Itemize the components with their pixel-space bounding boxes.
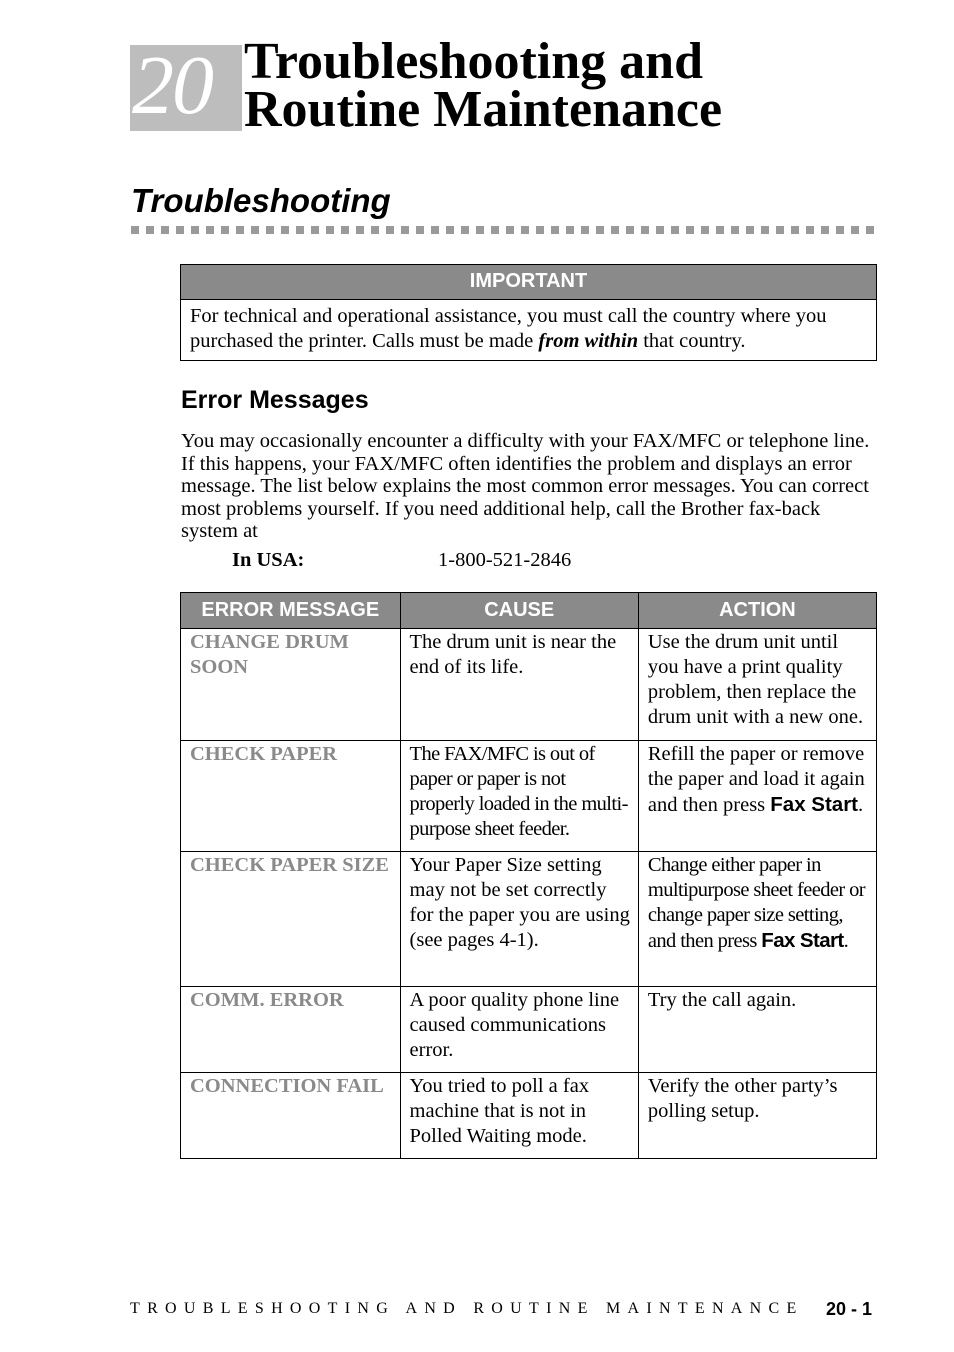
error-messages-table bbox=[180, 592, 877, 1159]
error-message-cell: CHANGE DRUM SOON bbox=[181, 629, 401, 741]
section-heading: Troubleshooting bbox=[131, 182, 391, 219]
header-cause: CAUSE bbox=[400, 593, 638, 629]
chapter-title-line1: Troubleshooting and bbox=[244, 33, 704, 90]
table-row bbox=[181, 852, 877, 987]
cause-cell: A poor quality phone line caused communications error. bbox=[400, 987, 638, 1073]
action-cell bbox=[638, 1073, 876, 1159]
error-message-cell: COMM. ERROR bbox=[181, 987, 401, 1073]
action-text: Refill the paper or remove the paper and load it again and then press bbox=[647, 743, 865, 816]
error-message-cell: CHECK PAPER SIZE bbox=[181, 852, 401, 987]
chapter-number: 20 bbox=[132, 39, 212, 132]
action-cell bbox=[638, 741, 876, 852]
action-text: Try the call again. bbox=[647, 989, 797, 1011]
important-emphasis: from within bbox=[538, 330, 639, 352]
table-row bbox=[181, 1073, 877, 1159]
table-row bbox=[181, 987, 877, 1073]
error-messages-intro: You may occasionally encounter a difficulty with your FAX/MFC or telephone line. If this happens, your FAX/MFC often identifies the problem and displays an error message. The list below explains the most common error messages. You can correct most problems yourself. If you need additional help, call the Brother fax-back system at bbox=[181, 430, 870, 542]
usa-phone-number: 1-800-521-2846 bbox=[438, 549, 572, 571]
usa-label: In USA: bbox=[232, 549, 305, 571]
action-cell bbox=[638, 629, 876, 741]
cause-cell: The FAX/MFC is out of paper or paper is not properly loaded in the multi-purpose sheet feeder. bbox=[400, 741, 638, 852]
header-action: ACTION bbox=[638, 593, 876, 629]
fax-start-key: Fax Start bbox=[770, 793, 859, 816]
table-row bbox=[181, 629, 877, 741]
action-text: Change either paper in multipurpose sheet feeder or change paper size setting, and then press bbox=[647, 854, 866, 952]
error-message-cell: CONNECTION FAIL bbox=[181, 1073, 401, 1159]
important-text-start: For technical and operational assistance, you must call the country where you purchased the printer. Calls must be made bbox=[190, 305, 827, 352]
important-notice bbox=[180, 264, 877, 361]
action-cell bbox=[638, 852, 876, 987]
error-message-cell: CHECK PAPER bbox=[181, 741, 401, 852]
action-text: Verify the other party’s polling setup. bbox=[647, 1075, 838, 1122]
footer-running-title: TROUBLESHOOTING AND ROUTINE MAINTENANCE bbox=[130, 1300, 804, 1317]
chapter-title bbox=[244, 33, 723, 138]
cause-cell: Your Paper Size setting may not be set correctly for the paper you are using (see pages 4-1). bbox=[400, 852, 638, 987]
header-error-message: ERROR MESSAGE bbox=[181, 593, 401, 629]
action-cell bbox=[638, 987, 876, 1073]
error-messages-heading: Error Messages bbox=[181, 386, 369, 414]
action-text-end: . bbox=[858, 794, 864, 816]
cause-cell: The drum unit is near the end of its life. bbox=[400, 629, 638, 741]
action-text-end: . bbox=[843, 930, 849, 952]
cause-cell: You tried to poll a fax machine that is not in Polled Waiting mode. bbox=[400, 1073, 638, 1159]
action-text: Use the drum unit until you have a print quality problem, then replace the drum unit with a new one. bbox=[647, 631, 864, 728]
footer-page-number: 20 - 1 bbox=[826, 1299, 873, 1319]
fax-start-key: Fax Start bbox=[761, 929, 844, 952]
chapter-title-line2: Routine Maintenance bbox=[244, 81, 723, 138]
table-header-row bbox=[181, 593, 877, 629]
important-text bbox=[181, 300, 876, 360]
important-header: IMPORTANT bbox=[181, 265, 876, 300]
dotted-divider bbox=[131, 226, 875, 234]
table-row bbox=[181, 741, 877, 852]
important-text-end: that country. bbox=[638, 330, 746, 352]
